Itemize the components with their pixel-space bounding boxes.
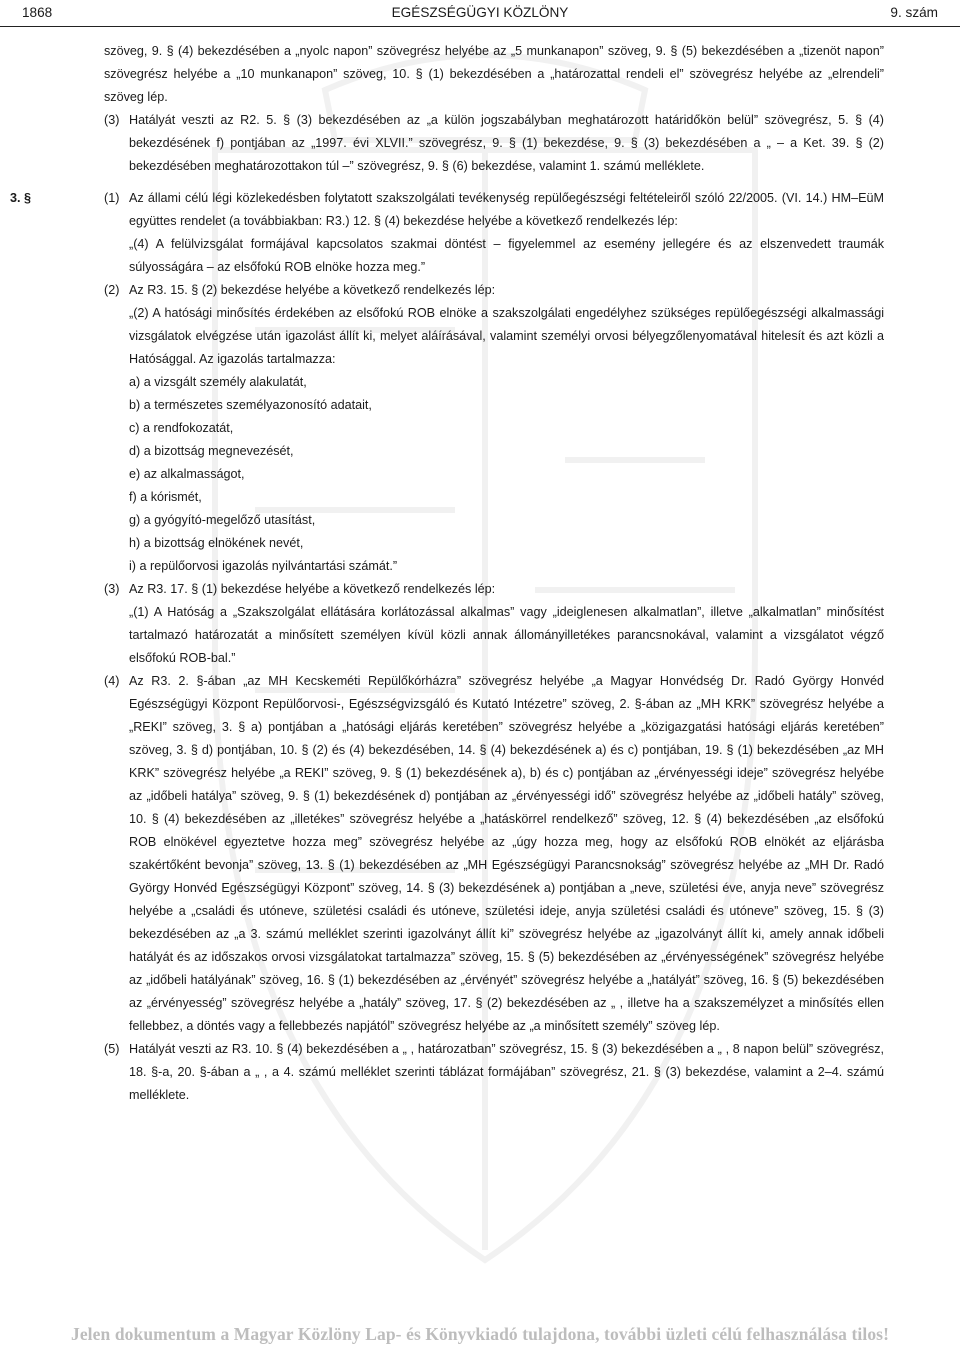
page-number: 1868 <box>22 5 53 20</box>
section-3 <box>10 187 884 1107</box>
paragraph-text: Az R3. 17. § (1) bekezdése helyébe a következő rendelkezés lép: <box>129 582 496 596</box>
copyright-watermark: Jelen dokumentum a Magyar Közlöny Lap- és Könyvkiadó tulajdona, további üzleti célú felhasználása tilos! <box>70 1324 890 1344</box>
section-number: 3. § <box>10 191 32 205</box>
paragraph-number: (5) <box>104 1042 120 1056</box>
list-item: i) a repülőorvosi igazolás nyilvántartási számát.” <box>129 559 398 573</box>
paragraph-number: (3) <box>104 582 120 596</box>
quoted-provision: „(1) A Hatóság a „Szakszolgálat ellátására korlátozással alkalmas” vagy „ideiglenesen alkalmatlan”, illetve „alkalmatlan” minősítést tartalmazó határozatát a minősített személyen kívül közli annak állományilletékes parancsnokával, valamint a vizsgálatot végző elsőfokú ROB-bal.” <box>129 605 884 665</box>
paragraph-number: (4) <box>104 674 120 688</box>
paragraph-2-3 <box>104 109 884 178</box>
paragraph-3-3 <box>104 578 884 670</box>
quoted-provision: „(2) A hatósági minősítés érdekében az elsőfokú ROB elnöke a szakszolgálati engedélyhez szükséges repülőegészségi alkalmassági vizsgálatok elvégzése után igazolást állít ki, melyet aláírásával, valamint személyi orvosi bélyegzőlenyomatával hitelesít és azt közli a Hatósággal. Az igazolás tartalmazza: <box>129 306 884 366</box>
list-item: d) a bizottság megnevezését, <box>129 444 294 458</box>
paragraph-text: Hatályát veszti az R2. 5. § (3) bekezdésében az „a külön jogszabályban meghatározott határidőkön belül” szövegrész, 5. § (4) bekezdésének f) pontjában az „1997. évi XLVII.” szövegrész, 9. § (1) bekezdése, 9. § (3) bekezdésében a „ – a Ket. 39. § (2) bekezdésében meghatározottakon túl –” szövegrész, 9. § (6) bekezdése, valamint 1. számú melléklete. <box>129 113 884 173</box>
list-item: b) a természetes személyazonosító adatait, <box>129 398 372 412</box>
page-header <box>0 0 960 27</box>
paragraph-number: (1) <box>104 191 120 205</box>
list-item: h) a bizottság elnökének nevét, <box>129 536 304 550</box>
list-item: c) a rendfokozatát, <box>129 421 234 435</box>
paragraph-3-5 <box>104 1038 884 1107</box>
paragraph-text: Az R3. 15. § (2) bekezdése helyébe a következő rendelkezés lép: <box>129 283 496 297</box>
journal-title: EGÉSZSÉGÜGYI KÖZLÖNY <box>391 5 569 20</box>
list-item: e) az alkalmasságot, <box>129 467 245 481</box>
issue-number: 9. szám <box>890 5 938 20</box>
page-body <box>10 40 884 1107</box>
paragraph-text: Az állami célú légi közlekedésben folytatott szakszolgálati tevékenység repülőegészségi feltételeiről szóló 22/2005. (VI. 14.) HM–EüM együttes rendelet (a továbbiakban: R3.) 12. § (4) bekezdése helyébe a következő rendelkezés lép: <box>129 191 884 228</box>
paragraph-3-1 <box>104 187 884 279</box>
list-item: a) a vizsgált személy alakulatát, <box>129 375 307 389</box>
paragraph-number: (3) <box>104 113 120 127</box>
paragraph-text: Az R3. 2. §-ában „az MH Kecskeméti Repülőkórházra” szövegrész helyébe „a Magyar Honvédség Dr. Radó György Honvéd Egészségügyi Központ Repülőorvosi-, Egészségvizsgáló és Kutató Intézetre” szöveg, 2. §-ában az „MH KRK” szövegrész helyébe a „REKI” szöveg, 3. § a) pontjában a „hatósági eljárás keretében” szövegrész helyébe a „közigazgatási hatósági eljárás keretében” szöveg, 3. § d) pontjában, 10. § (2) és (4) bekezdésében, 14. § (4) bekezdésének a) és c) pontjában, 19. § (1) bekezdésében „az MH KRK” szövegrész helyébe „a REKI” szöveg, 9. § (1) bekezdésének a), b) és c) pontjában az „érvényességi ideje” szövegrész helyébe az „időbeli hatálya” szöveg, 9. § (1) bekezdésének d) pontjában az „érvényességi idő” szövegrész helyébe az „időbeli hatály” szöveg, 10. § (4) bekezdésében az „illetékes” szövegrész helyébe a „hatáskörrel rendelkező” szöveg, 12. § (4) bekezdésében „az elsőfokú ROB elnökével egyeztetve hozza meg” szövegrész helyébe az „úgy hozza meg, hogy az elsőfokú ROB elnökét az eljárásba szakértőként bevonja” szöveg, 13. § (1) bekezdésében az „MH Egészségügyi Parancsnokság” szövegrész helyébe az „MH Dr. Radó György Honvéd Egészségügyi Központ” szöveg, 14. § (3) bekezdésének a) pontjában a „neve, születési éve, anyja neve” szövegrész helyébe a „családi és utóneve, születési családi és utóneve, születési ideje, anyja születési családi és utóneve” szöveg, 15. § (3) bekezdésében az „a 3. számú melléklet szerinti igazolványt állít ki” szövegrész helyébe az „igazolványt állít ki, amely annak időbeli hatályát és az időszakos orvosi vizsgálatokat tartalmazza” szöveg, 15. § (5) bekezdésében az „érvényességének” szövegrész helyébe az „időbeli hatályának” szöveg, 16. § (1) bekezdésében az „érvényét” szövegrész helyébe a „hatályát” szöveg, 16. § (5) bekezdésében az „érvényesség” szövegrész helyébe a „hatály” szöveg, 17. § (2) bekezdésében az „ , illetve ha a szakszemélyzet a minősítés ellen fellebbez, a döntés vagy a fellebbezés napjától” szövegrész helyébe az „a minősített személy” szöveg lép. <box>129 674 884 1033</box>
paragraph-text: Hatályát veszti az R3. 10. § (4) bekezdésében a „ , határozatban” szövegrész, 15. § (3) bekezdésében a „ , 8 napon belül” szövegrész, 18. §-a, 20. §-ában a „ , a 4. számú melléklet szerinti táblázat formájában” szövegrész, 21. § (3) bekezdése, valamint a 2–4. számú melléklete. <box>129 1042 884 1102</box>
intro-paragraph: szöveg, 9. § (4) bekezdésében a „nyolc napon” szövegrész helyébe az „5 munkanapon” szöveg, 9. § (5) bekezdésében a „tizenöt napon” szövegrész helyébe a „10 munkanapon” szöveg, 10. § (1) bekezdésében a „határozattal rendeli el” szövegrész helyébe az „elrendeli” szöveg lép. <box>104 44 884 104</box>
paragraph-3-2 <box>104 279 884 578</box>
list-item: f) a kórismét, <box>129 490 202 504</box>
certificate-contents-list <box>129 371 884 578</box>
list-item: g) a gyógyító-megelőző utasítást, <box>129 513 316 527</box>
quoted-provision: „(4) A felülvizsgálat formájával kapcsolatos szakmai döntést – figyelemmel az esemény jellegére és az elszenvedett traumák súlyosságára – az elsőfokú ROB elnöke hozza meg.” <box>129 237 884 274</box>
paragraph-3-4 <box>104 670 884 1038</box>
paragraph-number: (2) <box>104 283 120 297</box>
